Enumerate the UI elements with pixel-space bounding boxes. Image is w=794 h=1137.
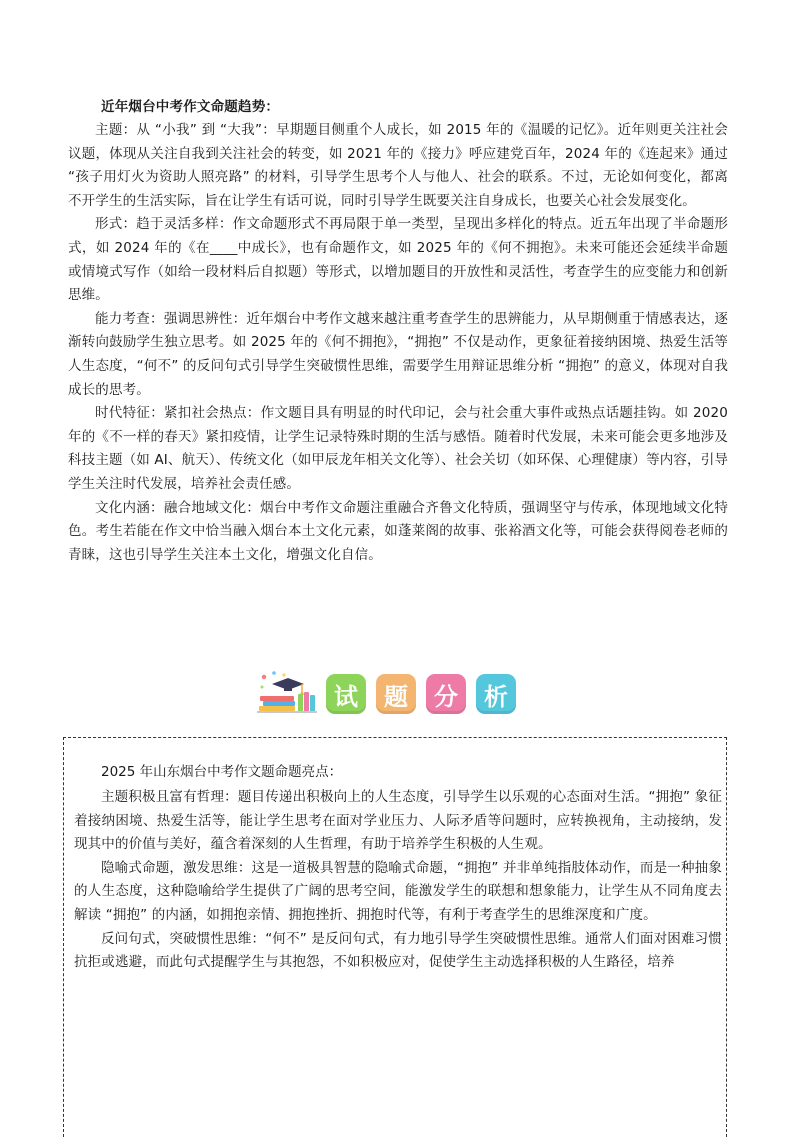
- trend-paragraph-theme: 主题：从 “小我” 到 “大我”：早期题目侧重个人成长，如 2015 年的《温暖的记忆》。近年则更关注社会议题，体现从关注自我到关注社会的转变，如 2021 年的《接力》呼应建党百年，2024 年的《连起来》通过 “孩子用灯火为资助人照亮路” 的材料，引导学生思考个人与他人、社会的联系。不过，无论如何变化，都离不开学生的生活实际，旨在让学生有话可说，同时引导学生既要关注自身成长，也要关心社会发展变化。: [68, 122, 728, 209]
- trend-paragraph-form: 形式：趋于灵活多样：作文命题形式不再局限于单一类型，呈现出多样化的特点。近五年出现了半命题形式，如 2024 年的《在____中成长》，也有命题作文，如 2025 年的《何不拥抱》。未来可能还会延续半命题或情境式写作（如给一段材料后自拟题）等形式，以增加题目的开放性和灵活性，考查学生的应变能力和创新思维。: [68, 216, 728, 304]
- banner-tile-ti: 题: [376, 674, 416, 714]
- analysis-paragraph-rhetorical: 反问句式，突破惯性思维：“何不” 是反问句式，有力地引导学生突破惯性思维。通常人们面对困难习惯抗拒或逃避，而此句式提醒学生与其抱怨，不如积极应对，促使学生主动选择积极的人生路径，培养: [74, 930, 722, 971]
- trends-heading: 近年烟台中考作文命题趋势：: [101, 99, 280, 115]
- trend-paragraph-ability: 能力考查：强调思辨性：近年烟台中考作文越来越注重考查学生的思辨能力，从早期侧重于情感表达，逐渐转向鼓励学生独立思考。如 2025 年的《何不拥抱》，“拥抱” 不仅是动作，更象征着接纳困境、热爱生活等人生态度，“何不” 的反问句式引导学生突破惯性思维，需要学生用辩证思维分析 “拥抱” 的意义，体现对自我成长的思考。: [68, 310, 728, 398]
- analysis-banner: [254, 668, 544, 716]
- analysis-paragraph-metaphor: 隐喻式命题，激发思维：这是一道极具智慧的隐喻式命题，“拥抱” 并非单纯指肢体动作，而是一种抽象的人生态度，这种隐喻给学生提供了广阔的思考空间，能激发学生的联想和想象能力，让学生从不同角度去解读 “拥抱” 的内涵，如拥抱亲情、拥抱挫折、拥抱时代等，有利于考查学生的思维深度和广度。: [74, 859, 722, 923]
- analysis-body: [74, 786, 722, 975]
- banner-tile-fen: 分: [426, 674, 466, 714]
- analysis-paragraph-theme: 主题积极且富有哲理：题目传递出积极向上的人生态度，引导学生以乐观的心态面对生活。“拥抱” 象征着接纳困境、热爱生活等，能让学生思考在面对学业压力、人际矛盾等问题时，应转换视角，主动接纳，发现其中的价值与美好，蕴含着深刻的人生哲理，有助于培养学生积极的人生观。: [74, 789, 722, 853]
- trends-body: [68, 119, 728, 567]
- banner-tile-shi: 试: [326, 674, 366, 714]
- trend-paragraph-culture: 文化内涵：融合地域文化：烟台中考作文命题注重融合齐鲁文化特质，强调坚守与传承，体现地域文化特色。考生若能在作文中恰当融入烟台本土文化元素，如蓬莱阁的故事、张裕酒文化等，可能会获得阅卷老师的青睐，这也引导学生关注本土文化，增强文化自信。: [68, 499, 728, 563]
- trend-paragraph-era: 时代特征：紧扣社会热点：作文题目具有明显的时代印记，会与社会重大事件或热点话题挂钩。如 2020 年的《不一样的春天》紧扣疫情，让学生记录特殊时期的生活与感悟。随着时代发展，未来可能会更多地涉及科技主题（如 AI、航天）、传统文化（如甲辰龙年相关文化等）、社会关切（如环保、心理健康）等内容，引导学生关注时代发展，培养社会责任感。: [68, 405, 728, 492]
- books-and-graduation-cap-icon: [254, 668, 318, 716]
- banner-tile-xi: 析: [476, 674, 516, 714]
- analysis-heading: 2025 年山东烟台中考作文题命题亮点：: [101, 764, 343, 780]
